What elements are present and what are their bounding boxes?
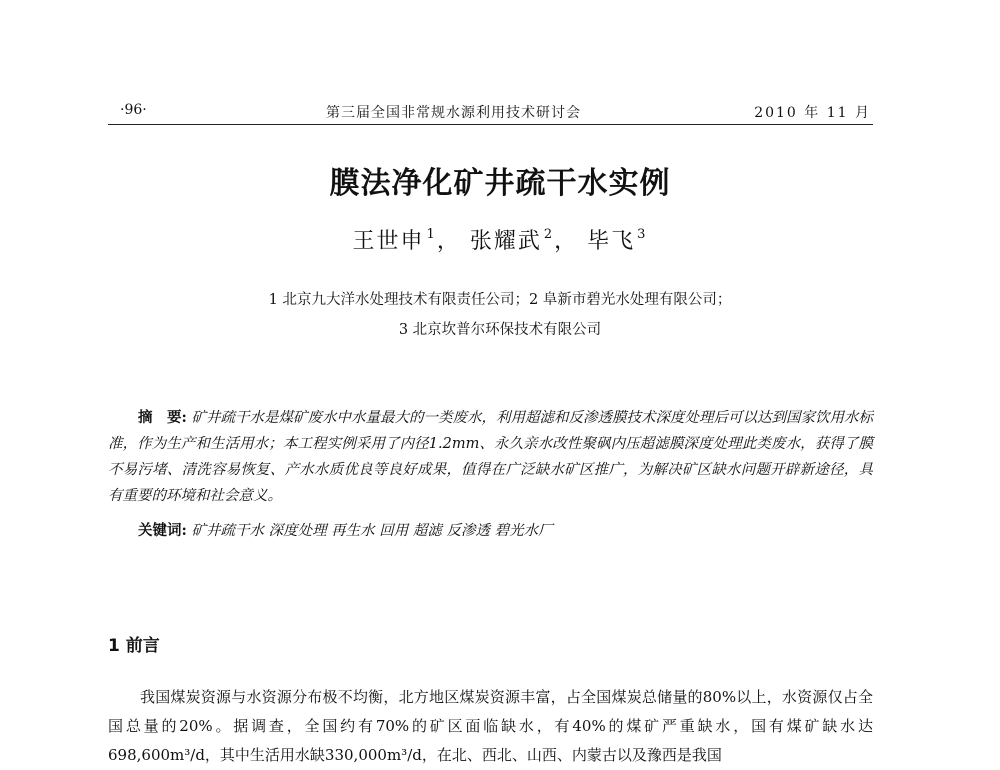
running-header bbox=[108, 98, 873, 125]
publication-date: 2010 年 11 月 bbox=[754, 105, 871, 121]
author-affil-mark: 1 bbox=[426, 227, 437, 242]
author-separator: ， bbox=[436, 229, 461, 254]
conference-name: 第三届全国非常规水源利用技术研讨会 bbox=[326, 105, 581, 121]
body-paragraph: 我国煤炭资源与水资源分布极不均衡，北方地区煤炭资源丰富，占全国煤炭总储量的80%以上，水资源仅占全国总量的20%。据调查，全国约有70%的矿区面临缺水，有40%的煤矿严重缺水，国有煤矿缺水达698,600m³/d，其中生活用水缺330,000m³/d，在北、西北、山西、内蒙古以及豫西是我国 bbox=[108, 688, 873, 764]
keywords-text: 矿井疏干水 深度处理 再生水 回用 超滤 反渗透 碧光水厂 bbox=[191, 523, 553, 539]
author-name: 张耀武 bbox=[469, 229, 542, 254]
abstract-text: 矿井疏干水是煤矿废水中水量最大的一类废水，利用超滤和反渗透膜技术深度处理后可以达到国家饮用水标准，作为生产和生活用水；本工程实例采用了内径1.2mm、永久亲水改性聚砜内压超滤膜深度处理此类废水，获得了膜不易污堵、清洗容易恢复、产水水质优良等良好成果，值得在广泛缺水矿区推广，为解决矿区缺水问题开辟新途径，具有重要的环境和社会意义。 bbox=[108, 410, 874, 504]
abstract bbox=[108, 405, 873, 509]
author-name: 王世申 bbox=[352, 229, 425, 254]
keywords-label: 关键词: bbox=[138, 522, 187, 539]
paper-title: 膜法净化矿井疏干水实例 bbox=[329, 166, 671, 201]
page-number: ·96· bbox=[120, 102, 147, 118]
author-affil-mark: 3 bbox=[637, 227, 648, 242]
abstract-label: 摘 要: bbox=[138, 409, 187, 426]
author-list bbox=[0, 224, 1000, 255]
keywords bbox=[138, 519, 873, 540]
author-name: 毕飞 bbox=[587, 229, 636, 254]
author-separator: ， bbox=[554, 229, 579, 254]
affiliation-line: 1 北京九大洋水处理技术有限责任公司；2 阜新市碧光水处理有限公司； bbox=[268, 292, 732, 308]
affiliation-line: 3 北京坎普尔环保技术有限公司 bbox=[398, 322, 602, 338]
section-heading: 1 前言 bbox=[108, 636, 160, 656]
author-affil-mark: 2 bbox=[543, 227, 555, 242]
